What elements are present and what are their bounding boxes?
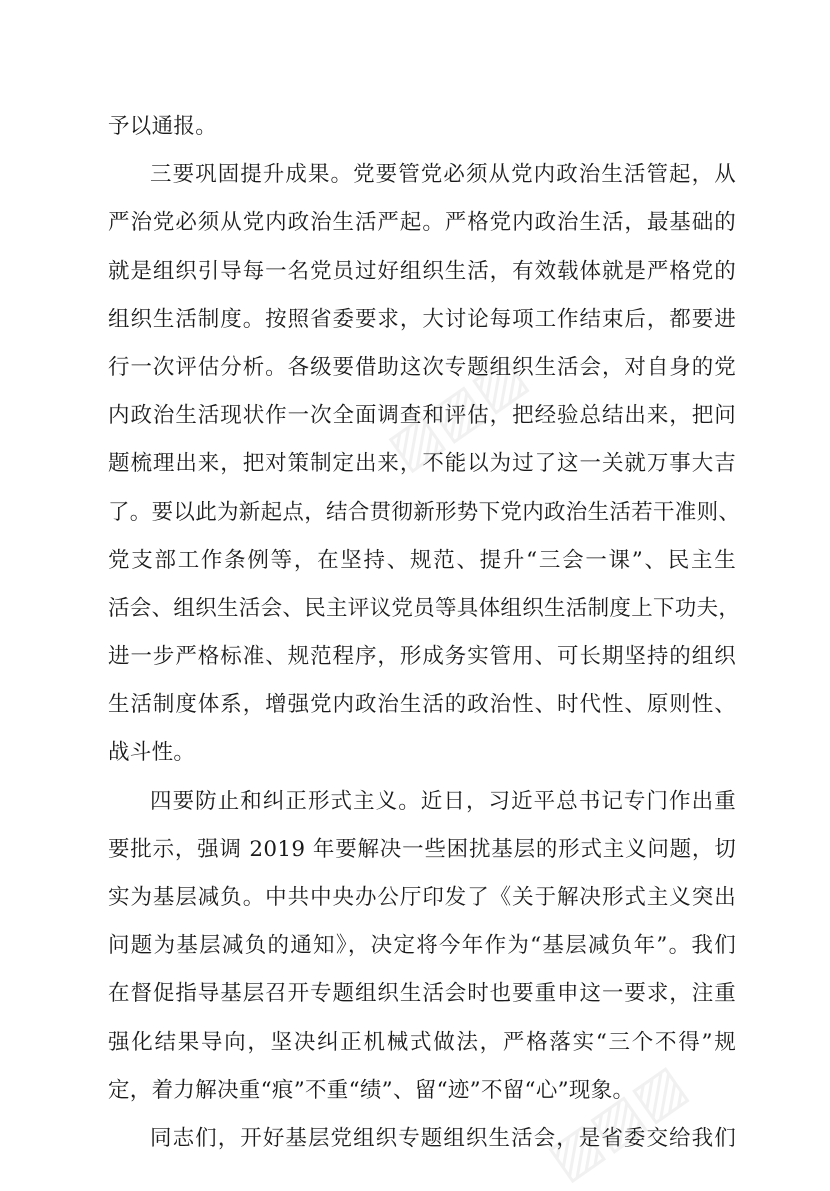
text-line: 就是组织引导每一名党员过好组织生活，有效载体就是严格党的 <box>108 258 736 284</box>
text-line: 生活制度体系，增强党内政治生活的政治性、时代性、原则性、 <box>108 692 736 718</box>
watermark-mark-bottom: ▨▨▨ <box>535 1051 698 1191</box>
text-line: 三要巩固提升成果。党要管党必须从党内政治生活管起，从 <box>150 162 736 188</box>
text-line: 活会、组织生活会、民主评议党员等具体组织生活制度上下功夫， <box>108 595 741 621</box>
text-line: 战斗性。 <box>108 740 196 766</box>
text-line: 严治党必须从党内政治生活严起。严格党内政治生活，最基础的 <box>108 210 736 236</box>
text-line: 党支部工作条例等，在坚持、规范、提升“三会一课”、民主生 <box>108 547 736 573</box>
text-line: 四要防止和纠正形式主义。近日，习近平总书记专门作出重 <box>150 788 736 814</box>
text-line: 问题为基层减负的通知》，决定将今年作为“基层减负年”。我们 <box>108 933 736 959</box>
text-line: 强化结果导向，坚决纠正机械式做法，严格落实“三个不得”规 <box>108 1029 736 1055</box>
text-line: 题梳理出来，把对策制定出来，不能以为过了这一关就万事大吉 <box>108 451 736 477</box>
text-line: 同志们，开好基层党组织专题组织生活会，是省委交给我们 <box>150 1125 736 1151</box>
body-text <box>108 103 741 1163</box>
text-line: 了。要以此为新起点，结合贯彻新形势下党内政治生活若干准则、 <box>108 499 741 525</box>
text-line: 实为基层减负。中共中央办公厅印发了《关于解决形式主义突出 <box>108 885 736 910</box>
watermark-mark-center: ▨▨▨ <box>375 341 538 482</box>
text-line: 定，着力解决重“痕”不重“绩”、留“迹”不留“心”现象。 <box>108 1077 635 1103</box>
text-line: 要批示，强调 2019 年要解决一些困扰基层的形式主义问题，切 <box>108 836 736 862</box>
text-line: 行一次评估分析。各级要借助这次专题组织生活会，对自身的党 <box>108 354 736 380</box>
text-line: 组织生活制度。按照省委要求，大讨论每项工作结束后，都要进 <box>108 306 736 332</box>
text-line: 在督促指导基层召开专题组织生活会时也要重申这一要求，注重 <box>108 981 736 1007</box>
text-line: 内政治生活现状作一次全面调查和评估，把经验总结出来，把问 <box>108 403 736 429</box>
text-line: 进一步严格标准、规范程序，形成务实管用、可长期坚持的组织 <box>108 644 736 670</box>
text-line: 予以通报。 <box>108 114 218 139</box>
